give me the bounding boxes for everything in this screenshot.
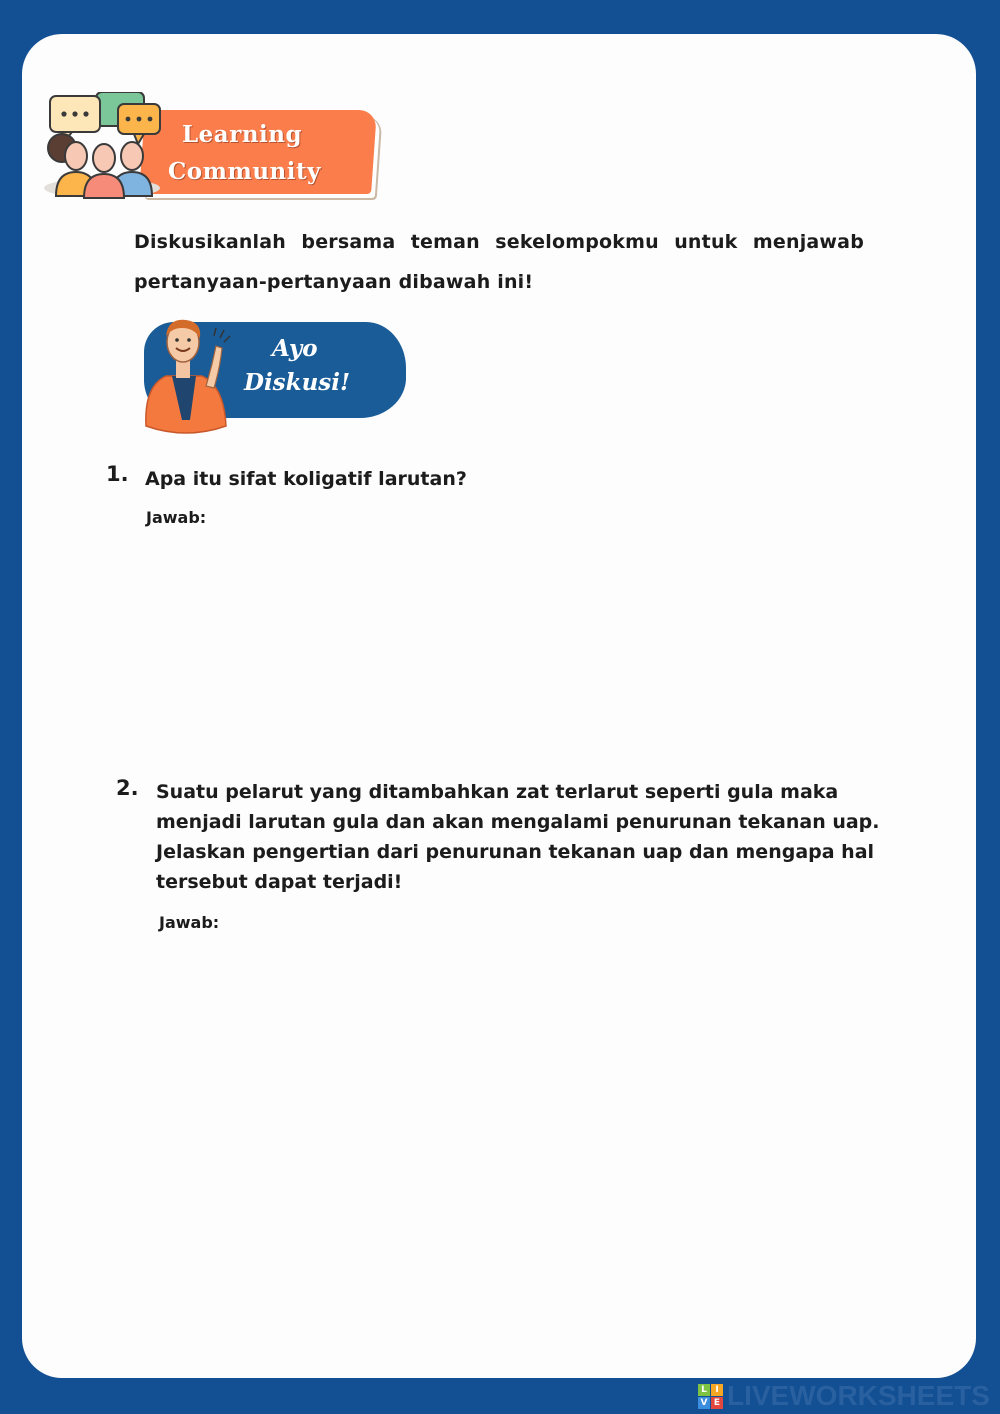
ayo-title-line2: Diskusi! — [244, 369, 351, 396]
badge-title-line1: Learning — [182, 121, 303, 148]
instruction-text: Diskusikanlah bersama teman sekelompokmu untuk menjawab pertanyaan-pertanyaan dibawah ini! — [134, 231, 864, 293]
logo-letter-i: I — [711, 1384, 723, 1396]
badge-title — [168, 116, 368, 190]
ayo-title-line1: Ayo — [272, 335, 318, 362]
watermark-text: LIVEWORKSHEETS — [727, 1380, 990, 1411]
learning-community-badge — [42, 92, 382, 202]
logo-letter-l: L — [698, 1384, 710, 1396]
liveworksheets-logo-icon — [698, 1384, 723, 1409]
teacher-pointing-icon — [142, 316, 238, 436]
liveworksheets-watermark — [698, 1382, 990, 1410]
question-2-number: 2. — [116, 776, 139, 800]
question-1-answer-label: Jawab: — [146, 508, 207, 527]
logo-letter-v: V — [698, 1397, 710, 1409]
question-2-answer-label: Jawab: — [159, 913, 220, 932]
question-2-text: Suatu pelarut yang ditambahkan zat terlarut seperti gula maka menjadi larutan gula dan akan mengalami penurunan tekanan uap. Jelaskan pengertian dari penurunan tekanan uap dan mengapa hal tersebut dapat terjadi! — [156, 781, 880, 893]
community-people-icon — [42, 92, 172, 202]
question-1-text: Apa itu sifat koligatif larutan? — [145, 468, 467, 490]
ayo-diskusi-badge — [144, 316, 414, 436]
question-1-number: 1. — [106, 462, 129, 486]
badge-title-line2: Community — [168, 158, 321, 185]
logo-letter-e: E — [711, 1397, 723, 1409]
ayo-title — [244, 332, 374, 400]
